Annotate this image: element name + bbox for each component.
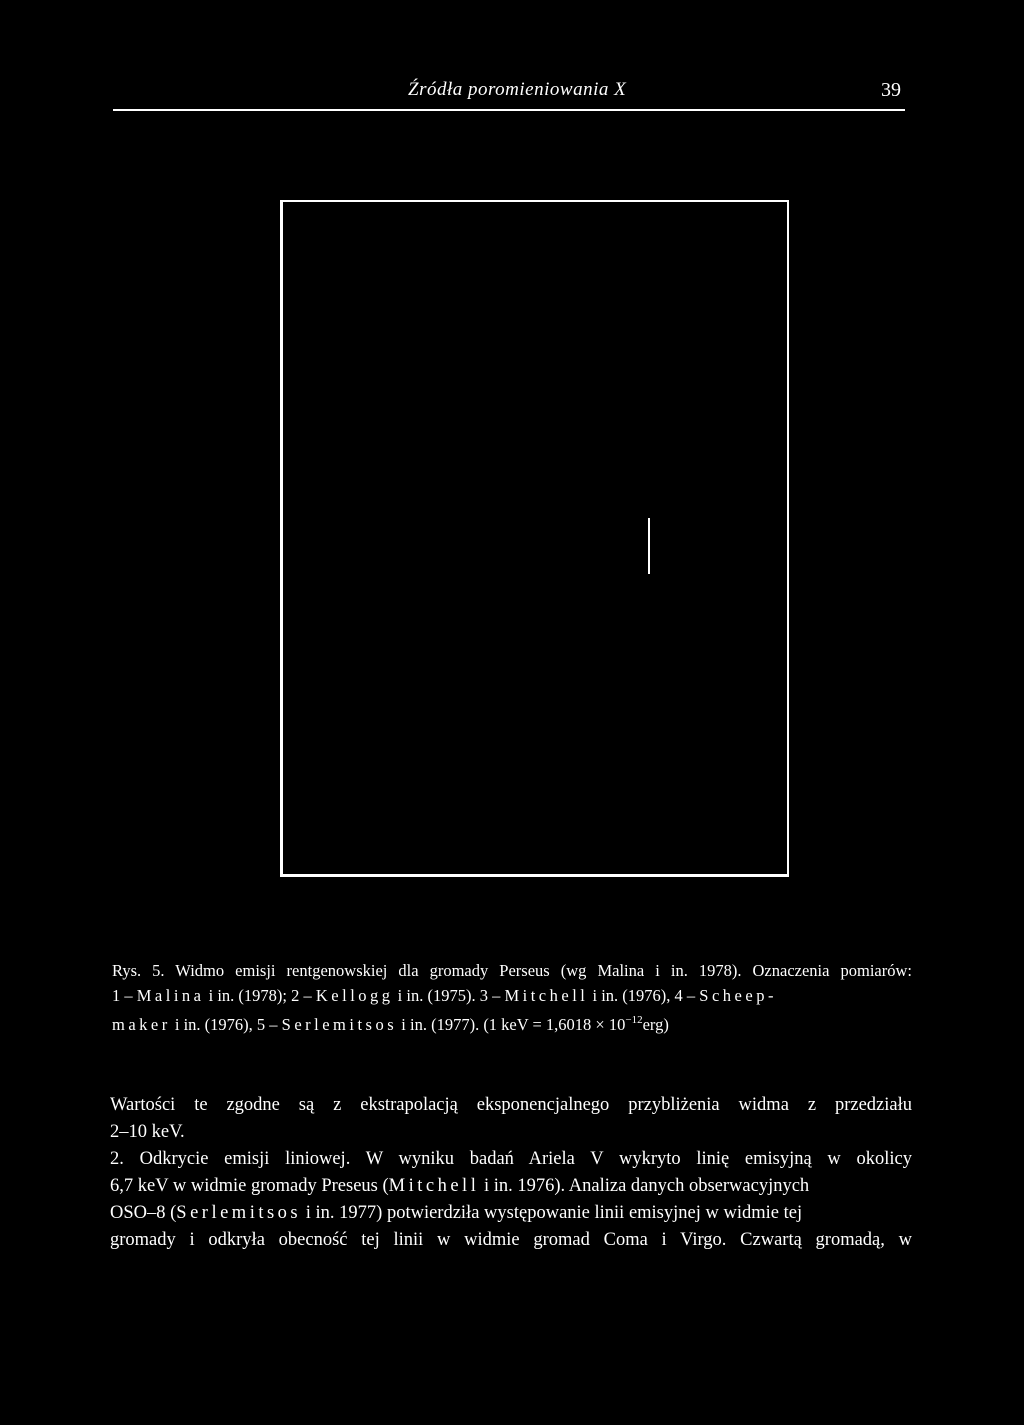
header-rule — [113, 109, 905, 111]
caption-line — [112, 1008, 912, 1037]
author-name: Kellogg — [315, 986, 394, 1005]
body-text-run: i in. 1976). Analiza danych obserwacyjnych — [479, 1176, 810, 1196]
author-name: Mitchell — [504, 986, 589, 1005]
figure-caption — [112, 958, 912, 1037]
author-name: Mitchell — [388, 1176, 480, 1196]
body-line: Wartości te zgodne są z ekstrapolacją eksponencjalnego przybliżenia widma z przedziału — [110, 1095, 912, 1115]
author-name: Serlemitsos — [281, 1015, 398, 1034]
page-number: 39 — [881, 79, 901, 101]
author-name: Scheep- — [699, 986, 777, 1005]
body-line: 2–10 keV. — [110, 1122, 185, 1142]
caption-text: 1 – — [112, 986, 137, 1005]
body-text-run: OSO–8 ( — [110, 1203, 177, 1223]
body-text-run: 6,7 keV w widmie gromady Preseus ( — [110, 1176, 389, 1196]
author-name: Serlemitsos — [176, 1203, 302, 1223]
figure-frame — [280, 200, 789, 877]
body-line — [110, 1173, 912, 1200]
caption-text: i in. (1978); 2 – — [204, 986, 316, 1005]
caption-text: i in. (1977). (1 keV = 1,6018 × 10 — [397, 1015, 626, 1034]
body-line: gromady i odkryła obecność tej linii w widmie gromad Coma i Virgo. Czwartą gromadą, w — [110, 1230, 912, 1250]
caption-text: i in. (1975). 3 – — [393, 986, 505, 1005]
caption-text: i in. (1976), 4 – — [588, 986, 700, 1005]
body-line — [110, 1200, 912, 1227]
caption-line: Rys. 5. Widmo emisji rentgenowskiej dla gromady Perseus (wg Malina i in. 1978). Oznaczenia pomiarów: — [112, 961, 912, 980]
running-title: Źródła poromieniowania X — [408, 79, 627, 100]
body-text-run: i in. 1977) potwierdziła występowanie linii emisyjnej w widmie tej — [301, 1203, 803, 1223]
caption-text: erg) — [642, 1015, 669, 1034]
body-line: 2. Odkrycie emisji liniowej. W wyniku badań Ariela V wykryto linię emisyjną w okolicy — [110, 1149, 912, 1169]
figure-mark — [648, 518, 650, 574]
body-text — [110, 1092, 912, 1254]
exponent: −12 — [625, 1014, 643, 1026]
caption-text: i in. (1976), 5 – — [170, 1015, 282, 1034]
author-name: Malina — [136, 986, 205, 1005]
author-name: maker — [112, 1015, 171, 1034]
caption-line — [112, 983, 912, 1008]
